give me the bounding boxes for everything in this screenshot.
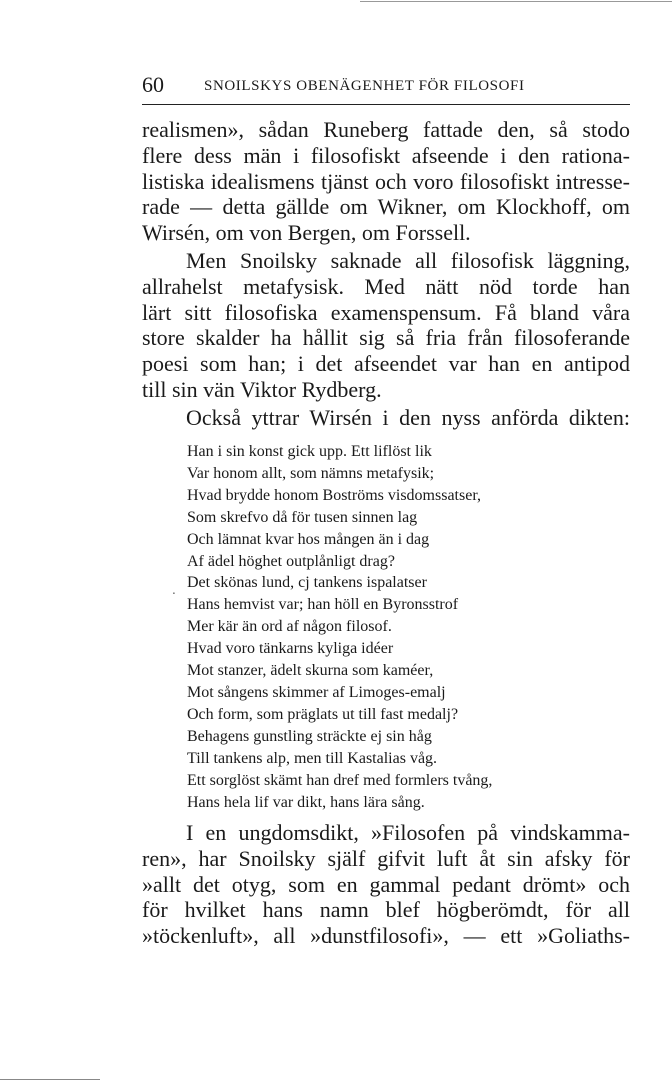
text-line: lärt sitt filosofiska examenspensum. Få bland våra (142, 299, 630, 325)
text-line: för hvilket hans namn blef högberömdt, för all (142, 897, 630, 923)
paragraph-2 (142, 248, 630, 403)
poem-line: Mer kär än ord af någon filosof. (187, 618, 392, 636)
text-line: »allt det otyg, som en gammal pedant drömt» och (142, 871, 630, 897)
text-line: Men Snoilsky saknade all filosofisk läggning, (186, 248, 630, 273)
paragraph-1 (142, 117, 630, 246)
poem-line: Det skönas lund, cj tankens ispalatser (187, 574, 427, 592)
text-line: flere dess män i filosofiskt afseende i den rationa- (142, 142, 630, 168)
poem-block (187, 441, 607, 813)
running-title: SNOILSKYS OBENÄGENHET FÖR FILOSOFI (204, 78, 525, 94)
poem-line: Hvad brydde honom Boströms visdomssatser, (187, 486, 482, 504)
poem-line: Mot sångens skimmer af Limoges-emalj (187, 683, 446, 701)
poem-line: Och lämnat kvar hos mången än i dag (187, 530, 430, 548)
paragraph-3 (142, 405, 630, 431)
text-line: Wirsén, om von Bergen, om Forssell. (142, 220, 471, 246)
bottom-edge-rule (0, 1079, 100, 1080)
page-header (142, 72, 630, 102)
header-rule (142, 104, 630, 105)
text-line: rade — detta gällde om Wikner, om Klockhoff, om (142, 194, 630, 220)
top-edge-rule (360, 1, 672, 2)
text-line: poesi som han; i det afseendet var han en antipod (142, 351, 630, 377)
poem-line: Hans hela lif var dikt, hans lära sång. (187, 793, 425, 811)
text-line: store skalder ha hållit sig så fria från filosoferande (142, 325, 630, 351)
page-number: 60 (142, 72, 164, 97)
poem-line: Behagens gunstling sträckte ej sin håg (187, 727, 432, 745)
poem-line: Af ädel höghet outplånligt drag? (187, 552, 395, 570)
poem-line: Som skrefvo då för tusen sinnen lag (187, 508, 418, 526)
poem-line: Och form, som präglats ut till fast medalj? (187, 705, 459, 723)
margin-dot: . (172, 583, 176, 597)
text-line: I en ungdomsdikt, »Filosofen på vindskamma- (186, 820, 630, 845)
text-line: realismen», sådan Runeberg fattade den, så stodo (142, 117, 630, 142)
poem-line: Var honom allt, som nämns metafysik; (187, 464, 435, 482)
text-line: Också yttrar Wirsén i den nyss anförda dikten: (186, 405, 630, 430)
poem-line: Mot stanzer, ädelt skurna som kaméer, (187, 662, 434, 680)
poem-line: Till tankens alp, men till Kastalias våg. (187, 749, 438, 767)
text-line: ren», har Snoilsky själf gifvit luft åt sin afsky för (142, 845, 630, 871)
poem-line: Ett sorglöst skämt han dref med formlers tvång, (187, 771, 493, 789)
poem-line: Han i sin konst gick upp. Ett liflöst lik (187, 443, 432, 460)
paragraph-4 (142, 820, 630, 949)
text-line: allrahelst metafysisk. Med nätt nöd torde han (142, 273, 630, 299)
poem-line: Hans hemvist var; han höll en Byronsstrof (187, 596, 459, 614)
text-line: »töckenluft», all »dunstfilosofi», — ett »Goliaths- (142, 923, 630, 949)
text-line: till sin vän Viktor Rydberg. (142, 376, 382, 402)
poem-line: Hvad voro tänkarns kyliga idéer (187, 640, 394, 658)
text-line: listiska idealismens tjänst och voro filosofiskt intresse- (142, 168, 630, 194)
